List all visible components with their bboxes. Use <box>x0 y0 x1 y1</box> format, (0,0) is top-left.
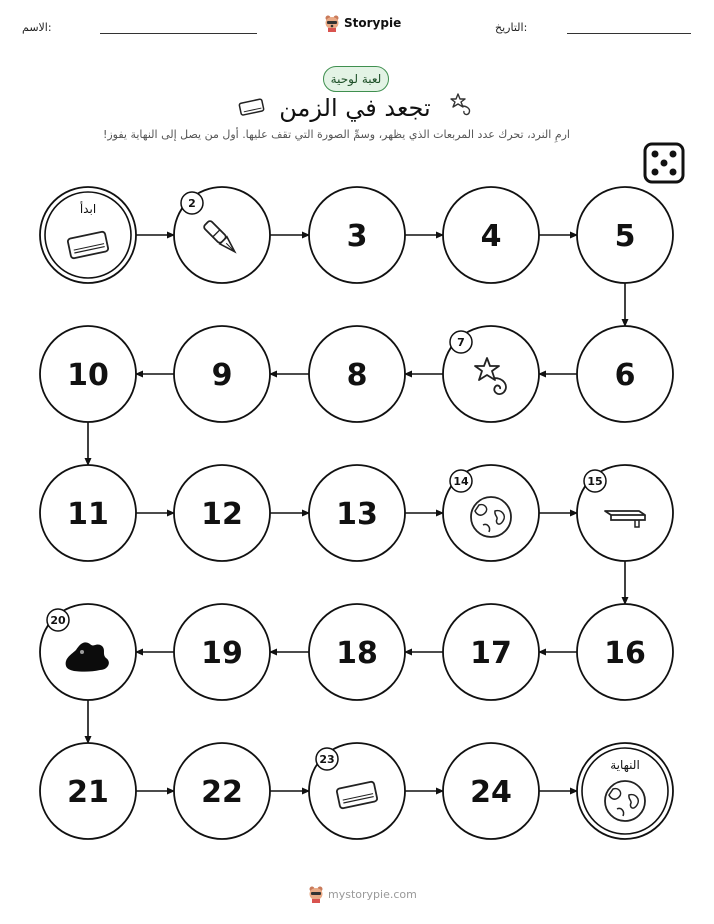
finish-label: النهاية <box>610 758 640 772</box>
square-number: 17 <box>470 636 512 671</box>
square-number: 5 <box>614 219 636 254</box>
date-label: التاريخ: <box>495 21 528 34</box>
name-label: الاسم: <box>22 21 52 34</box>
badge-number: 7 <box>457 336 465 349</box>
badge-number: 20 <box>50 614 66 627</box>
board-square-8 <box>309 326 405 422</box>
board-square-15 <box>577 465 673 561</box>
board-square-20 <box>40 604 136 700</box>
board-square-22 <box>174 743 270 839</box>
board-square-14 <box>443 465 539 561</box>
game-type-badge: لعبة لوحية <box>323 66 389 92</box>
board-square-21 <box>40 743 136 839</box>
board-square-12 <box>174 465 270 561</box>
board-squares <box>40 187 673 839</box>
square-number-badge <box>450 331 472 353</box>
board-square-10 <box>40 326 136 422</box>
square-number-badge <box>181 192 203 214</box>
board-square-18 <box>309 604 405 700</box>
square-number: 3 <box>346 219 368 254</box>
square-number: 11 <box>67 497 109 532</box>
globe-icon <box>605 781 645 821</box>
board-square-1 <box>40 187 136 283</box>
start-label: ابدأ <box>79 202 97 216</box>
brand-name: Storypie <box>344 16 402 30</box>
board-square-6 <box>577 326 673 422</box>
square-number: 24 <box>470 775 512 810</box>
board-square-24 <box>443 743 539 839</box>
badge-number: 15 <box>587 475 603 488</box>
square-number: 10 <box>67 358 109 393</box>
square-number: 19 <box>201 636 243 671</box>
board-square-23 <box>309 743 405 839</box>
board-square-4 <box>443 187 539 283</box>
globe-icon <box>471 497 511 537</box>
page-title: تجعد في الزمن <box>279 94 431 122</box>
board-square-19 <box>174 604 270 700</box>
square-number: 4 <box>480 219 502 254</box>
board-square-11 <box>40 465 136 561</box>
board-square-9 <box>174 326 270 422</box>
square-number-badge <box>450 470 472 492</box>
board-square-13 <box>309 465 405 561</box>
square-number: 16 <box>604 636 646 671</box>
board-square-5 <box>577 187 673 283</box>
square-number: 21 <box>67 775 109 810</box>
square-number-badge <box>584 470 606 492</box>
square-number-badge <box>316 748 338 770</box>
square-number: 8 <box>346 358 368 393</box>
square-number: 9 <box>211 358 233 393</box>
board-square-16 <box>577 604 673 700</box>
square-number: 12 <box>201 497 243 532</box>
square-number-badge <box>47 609 69 631</box>
mascot-icon <box>308 885 324 903</box>
board-square-3 <box>309 187 405 283</box>
square-number: 18 <box>336 636 378 671</box>
board-square-2 <box>174 187 270 283</box>
footer-url: mystorypie.com <box>328 887 417 901</box>
square-number: 6 <box>614 358 636 393</box>
badge-number: 2 <box>188 197 196 210</box>
board-square-17 <box>443 604 539 700</box>
badge-number: 14 <box>453 475 469 488</box>
instructions: ارمِ النرد، تحرك عدد المربعات الذي يظهر، وسمِّ الصورة التي تقف عليها. أول من يصل إلى النهاية يفوز! <box>102 128 570 141</box>
board-square-7 <box>443 326 539 422</box>
square-number: 13 <box>336 497 378 532</box>
board-square-25 <box>577 743 673 839</box>
badge-number: 23 <box>319 753 335 766</box>
square-number: 22 <box>201 775 243 810</box>
footer <box>308 885 417 903</box>
